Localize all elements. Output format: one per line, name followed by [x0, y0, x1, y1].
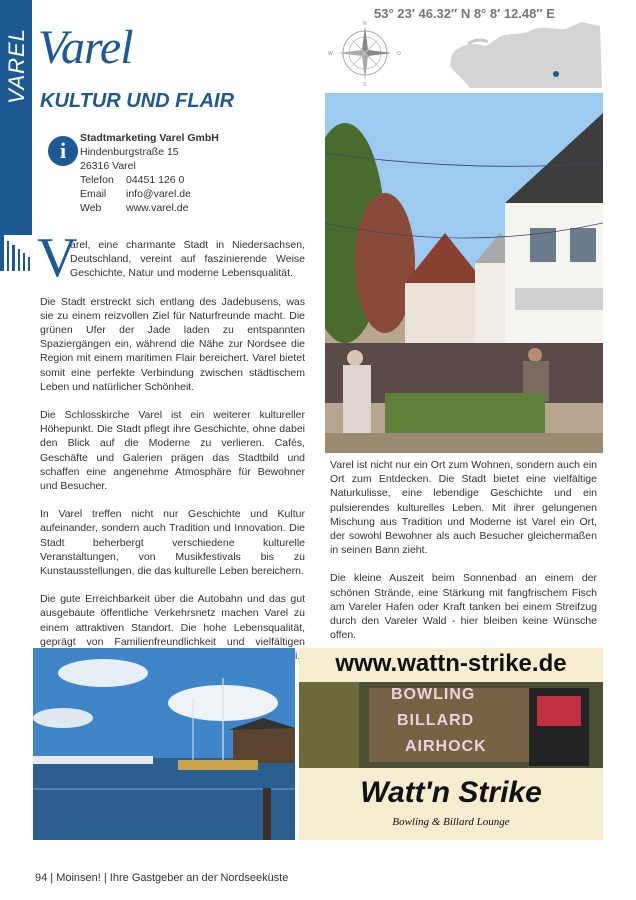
- ad-sign-bowling: BOWLING: [391, 686, 476, 703]
- page-subtitle: KULTUR UND FLAIR: [40, 90, 235, 112]
- email-label: Email: [80, 188, 107, 200]
- info-icon: i: [48, 136, 78, 166]
- barcode-stripes: [0, 235, 32, 271]
- email-link[interactable]: info@varel.de: [126, 188, 191, 200]
- compass-s: S: [363, 82, 367, 86]
- paragraph-5: Varel ist nicht nur ein Ort zum Wohnen, sondern auch ein Ort zum Entdecken. Die Stadt bietet eine vielfältige Naturkulisse, eine lebendige Geschichte und ein pulsierendes kulturelles Leben. Mit ihrer gelungenen Mischung aus Tradition und Moderne ist Varel ein Ort, der sowohl Bewohner als auch Besucher gleichermaßen in seinen Bann zieht.: [330, 459, 597, 557]
- ad-sign-airhockey: AIRHOCK: [405, 738, 487, 755]
- side-band: [0, 0, 32, 270]
- compass-rose-icon: [328, 20, 402, 86]
- advertisement[interactable]: [299, 648, 603, 840]
- paragraph-2: Die Schlosskirche Varel ist ein weiterer kultureller Höhepunkt. Die Stadt pflegt ihre Geschichte, ohne dabei den Blick auf die Moderne zu verlieren. Cafés, Geschäfte und Galerien prägen das Stadtbild und schaffen eine angenehme Atmosphäre für Bewohner und Besucher.: [40, 409, 305, 493]
- ad-url[interactable]: www.wattn-strike.de: [335, 650, 567, 677]
- ad-tagline: Bowling & Billard Lounge: [392, 816, 510, 828]
- page-title: Varel: [38, 21, 133, 74]
- intro-paragraph: arel, eine charmante Stadt in Niedersachsen, Deutschland, vereint auf faszinierende Weise Geschichte, Natur und moderne Lebensqualität.: [70, 239, 305, 280]
- compass-w: W: [328, 51, 333, 57]
- paragraph-1: Die Stadt erstreckt sich entlang des Jadebusens, was sie zu einem reizvollen Ziel für Naturfreunde macht. Die grünen Ufer der Jade laden zu entspannten Spaziergängen ein, während die Nähe zur Nordsee die Region mit einem maritimen Flair bereichert. Varel bietet somit eine perfekte Verbindung zwischen städtischem Leben und natürlicher Schönheit.: [40, 295, 305, 393]
- phone-label: Telefon: [80, 174, 114, 186]
- contact-street: Hindenburgstraße 15: [80, 146, 179, 158]
- ad-photo: [299, 682, 603, 768]
- contact-block: [80, 131, 219, 215]
- article-column-left: [37, 227, 305, 677]
- compass-n: N: [363, 21, 367, 27]
- ad-sign-billard: BILLARD: [397, 712, 475, 729]
- ad-brand: Watt'n Strike: [360, 776, 542, 809]
- page-footer: 94 | Moinsen! | Ihre Gastgeber an der Nordseeküste: [35, 872, 289, 884]
- compass-o: O: [397, 51, 401, 57]
- paragraph-3: In Varel treffen nicht nur Geschichte und Kultur aufeinander, sondern auch Tradition und Innovation. Die Stadt beherbergt verschiedene kulturelle Veranstaltungen, von Musikfestivals bis zu Kunstausstellungen, die das kulturelle Leben bereichern.: [40, 508, 305, 578]
- contact-organization: Stadtmarketing Varel GmbH: [80, 132, 219, 144]
- paragraph-4: Die gute Erreichbarkeit über die Autobahn und das gut ausgebaute öffentliche Verkehrsnetz machen Varel zu einem attraktiven Standort. Die hohe Lebensqualität, geprägt von Familienfreundlichkeit und vielfältigen: [40, 593, 305, 648]
- article-column-right: [330, 458, 597, 656]
- street-photo: [325, 93, 603, 453]
- web-link[interactable]: www.varel.de: [126, 202, 189, 214]
- contact-city: 26316 Varel: [80, 160, 136, 172]
- side-label: VAREL: [4, 28, 29, 104]
- region-map-icon: [440, 18, 604, 90]
- harbor-photo: [33, 648, 295, 840]
- paragraph-6: Die kleine Auszeit beim Sonnenbad an einem der schönen Strände, eine Stärkung mit fangfrischem Fisch am Vareler Hafen oder Kraft tanken bei einem Streifzug durch den Vareler Wald - hier bleiben keine Wünsche offen.: [330, 572, 597, 642]
- drop-cap: V: [37, 227, 78, 289]
- coordinates: 53° 23′ 46.32″ N 8° 8′ 12.48″ E: [374, 6, 555, 21]
- web-label: Web: [80, 202, 102, 214]
- phone-value: 04451 126 0: [126, 174, 185, 186]
